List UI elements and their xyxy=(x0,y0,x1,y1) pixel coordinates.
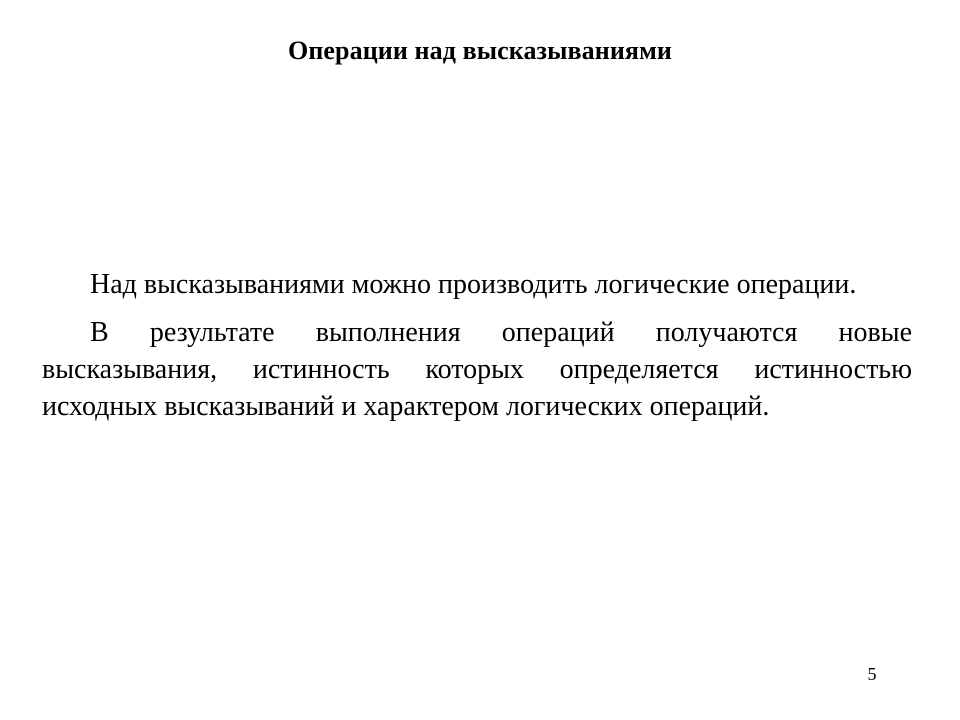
paragraph-2: В результате выполнения операций получаются новые высказывания, истинность которых определяется истинностью исходных высказываний и характером логических операций. xyxy=(42,317,912,422)
page-number: 5 xyxy=(867,664,877,684)
slide-title: Операции над высказываниями xyxy=(288,36,672,65)
paragraph-1: Над высказываниями можно производить логические операции. xyxy=(90,269,857,300)
slide-body xyxy=(42,266,912,425)
